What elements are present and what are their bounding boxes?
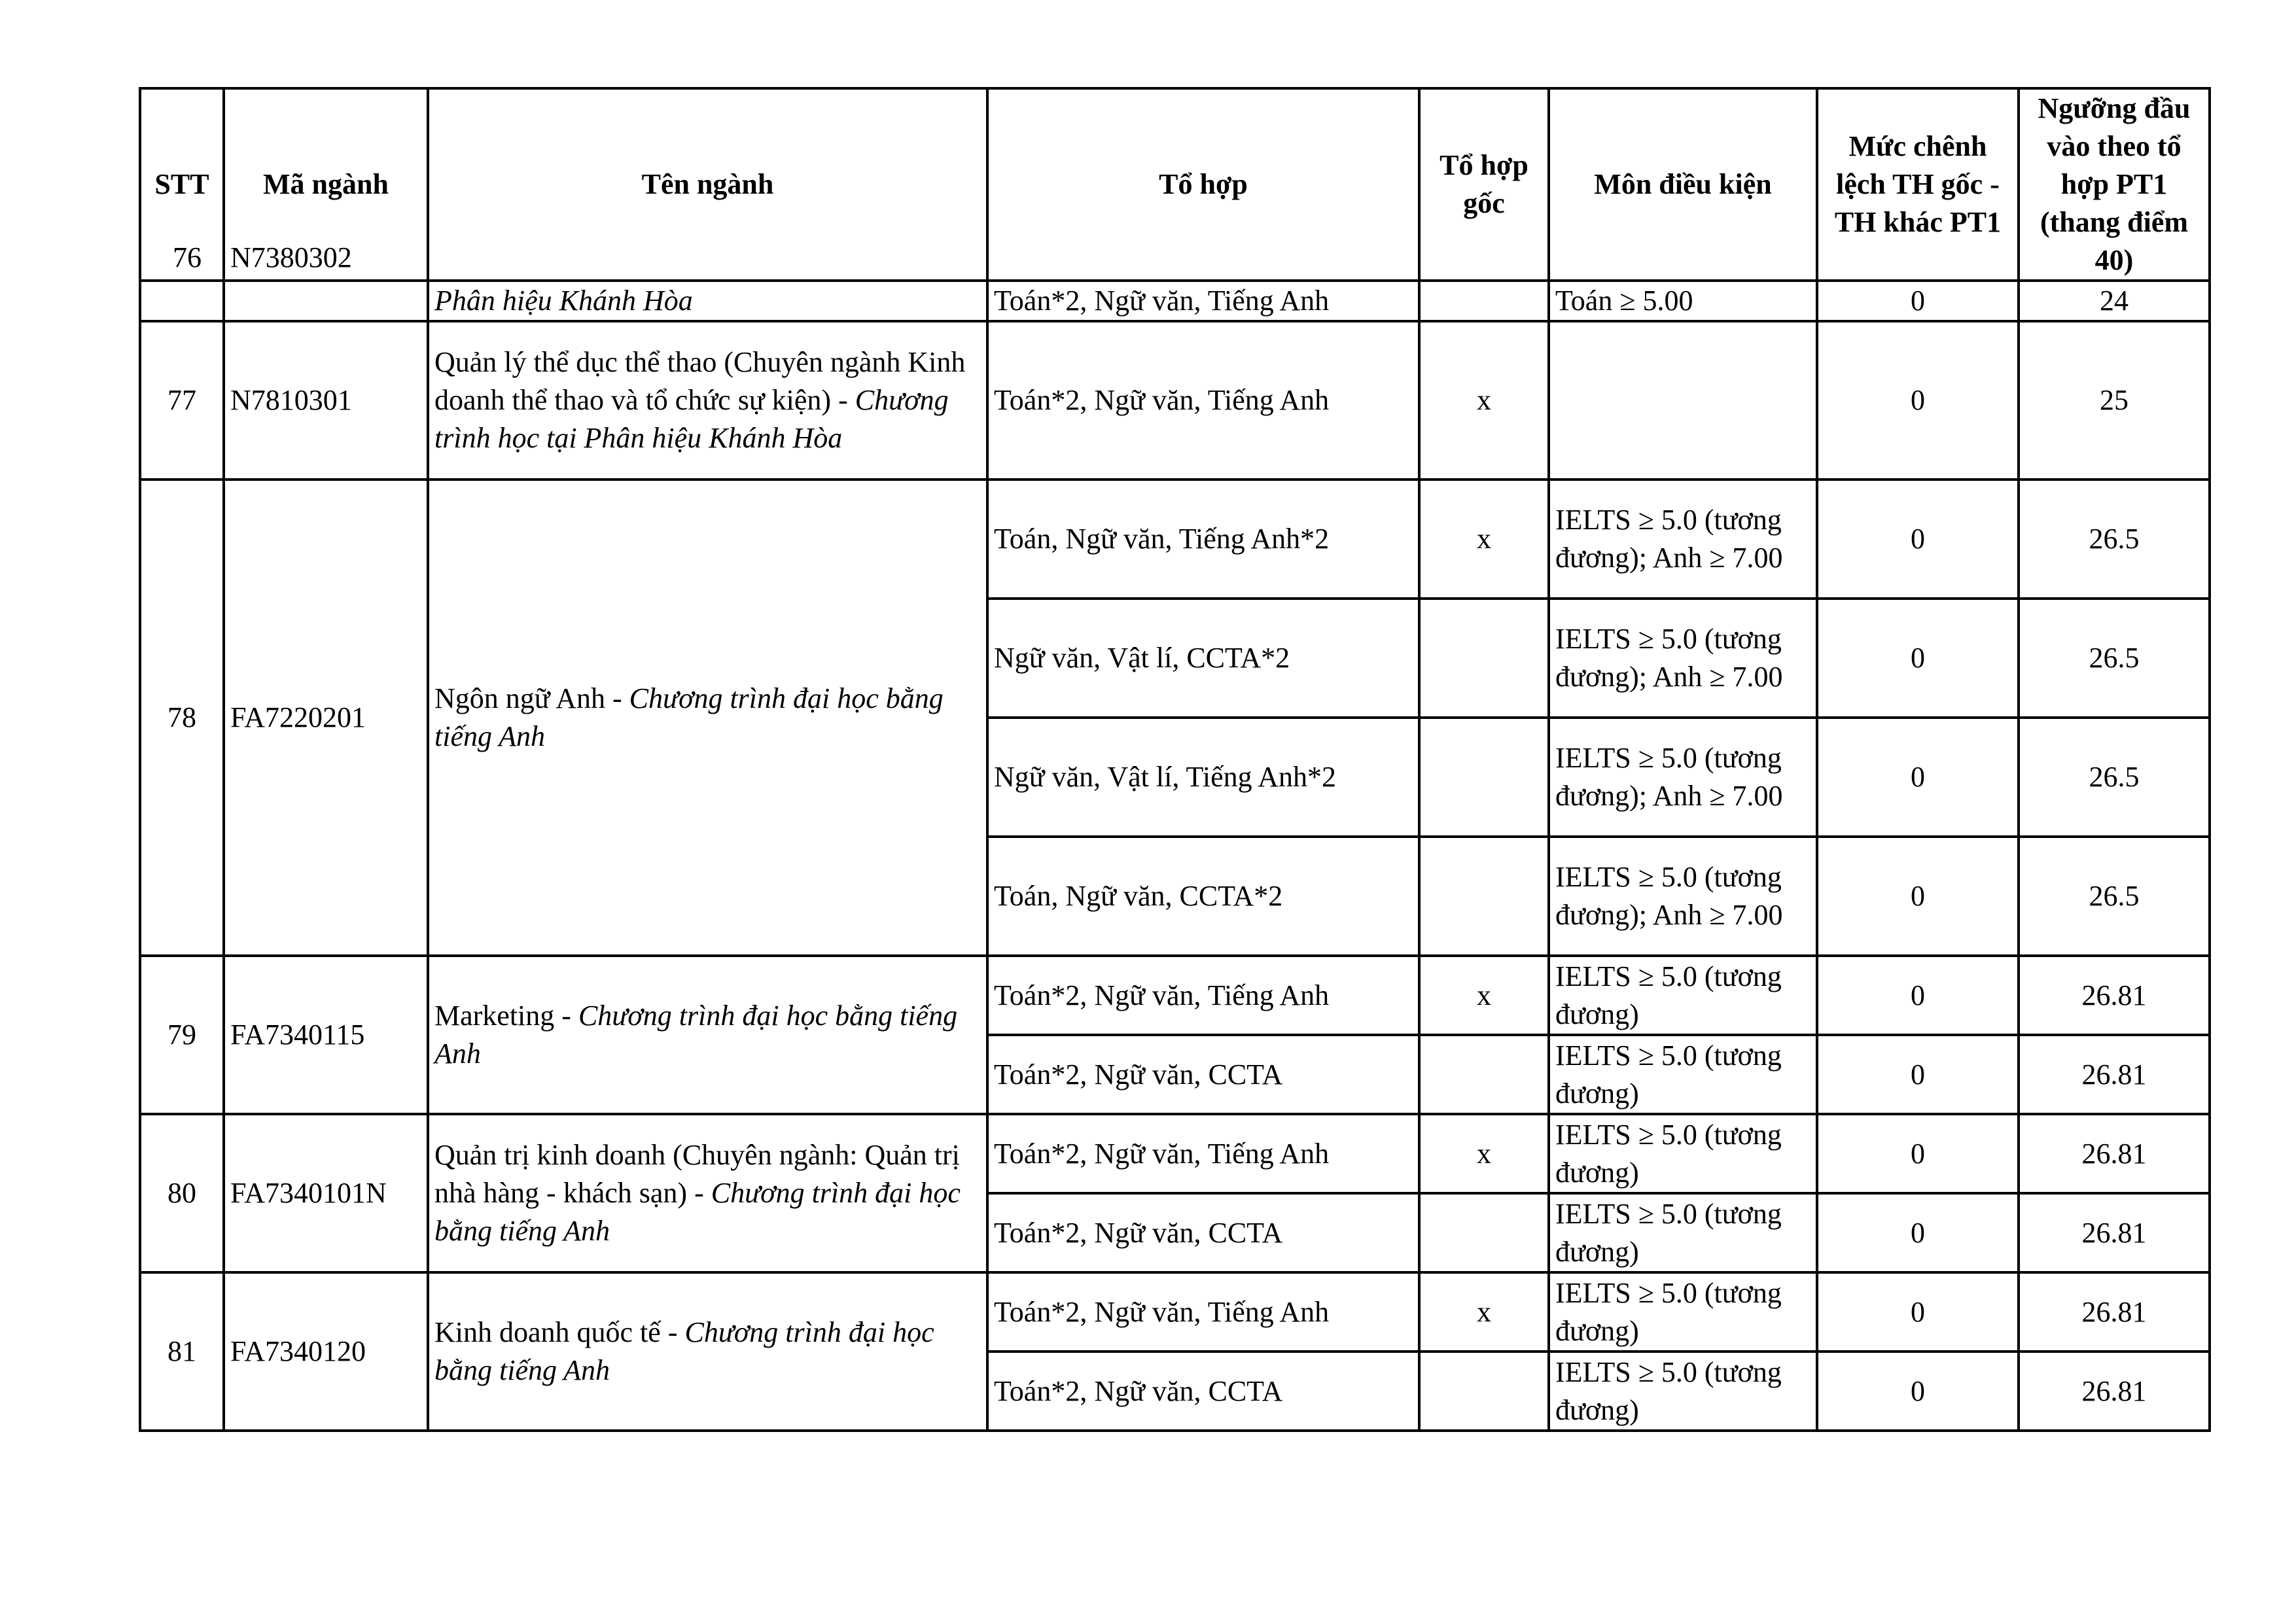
cell-to-hop: Toán*2, Ngữ văn, CCTA [987, 1035, 1419, 1114]
cell-ten-nganh [428, 480, 987, 956]
ten-nganh-program-text: Chương trình đại học bằng tiếng Anh [434, 1000, 958, 1070]
table-row [140, 321, 2210, 480]
cell-nguong: 26.81 [2019, 1352, 2210, 1431]
cell-to-hop: Toán*2, Ngữ văn, CCTA [987, 1193, 1419, 1272]
cell-nguong: 26.5 [2019, 718, 2210, 837]
ten-nganh-program-text: Chương trình đại học bằng tiếng Anh [434, 1177, 961, 1247]
cell-nguong: 26.81 [2019, 1272, 2210, 1352]
cell-to-hop: Toán*2, Ngữ văn, Tiếng Anh [987, 1272, 1419, 1352]
cell-to-hop: Toán*2, Ngữ văn, Tiếng Anh [987, 281, 1419, 321]
cell-nguong: 26.81 [2019, 1193, 2210, 1272]
header-to-hop: Tổ hợp [987, 88, 1419, 281]
ten-nganh-text: Kinh doanh quốc tế - [434, 1316, 685, 1348]
cell-to-hop: Toán, Ngữ văn, Tiếng Anh*2 [987, 480, 1419, 599]
cell-to-hop-goc: x [1419, 956, 1549, 1035]
cell-to-hop: Toán*2, Ngữ văn, Tiếng Anh [987, 956, 1419, 1035]
header-muc-chenh-lech: Mức chênh lệch TH gốc - TH khác PT1 [1817, 88, 2019, 281]
cell-ten-nganh [428, 1272, 987, 1431]
cell-to-hop-goc [1419, 1352, 1549, 1431]
cell-ten-nganh [428, 956, 987, 1114]
ten-nganh-text: Marketing - [434, 1000, 578, 1032]
cell-nguong: 26.81 [2019, 956, 2210, 1035]
cell-nguong: 26.5 [2019, 837, 2210, 956]
cell-ten-nganh [428, 1114, 987, 1272]
table-row [140, 1114, 2210, 1193]
ten-nganh-text: Quản trị kinh doanh (Chuyên ngành: Quản trị nhà hàng - khách sạn) - [434, 1139, 960, 1209]
cell-to-hop-goc: x [1419, 1272, 1549, 1352]
cell-mon-dieu-kien: IELTS ≥ 5.0 (tương đương) [1549, 956, 1817, 1035]
ten-nganh-text: Ngôn ngữ Anh - [434, 682, 629, 714]
table-row [140, 1272, 2210, 1352]
header-to-hop-goc: Tổ hợp gốc [1419, 88, 1549, 281]
cell-mon-dieu-kien [1549, 321, 1817, 480]
cell-muc-chenh-lech: 0 [1817, 956, 2019, 1035]
cell-to-hop: Toán*2, Ngữ văn, CCTA [987, 1352, 1419, 1431]
cell-nguong: 26.5 [2019, 480, 2210, 599]
cell-mon-dieu-kien: IELTS ≥ 5.0 (tương đương) [1549, 1035, 1817, 1114]
cell-ma-nganh: FA7220201 [224, 480, 428, 956]
cell-muc-chenh-lech: 0 [1817, 599, 2019, 718]
cell-mon-dieu-kien: IELTS ≥ 5.0 (tương đương) [1549, 1114, 1817, 1193]
table-row [140, 480, 2210, 599]
cell-stt: 81 [140, 1272, 224, 1431]
cell-muc-chenh-lech: 0 [1817, 837, 2019, 956]
cell-ten-nganh: Phân hiệu Khánh Hòa [428, 281, 987, 321]
cell-to-hop-goc [1419, 837, 1549, 956]
cell-muc-chenh-lech: 0 [1817, 480, 2019, 599]
ten-nganh-program-text: Chương trình học tại Phân hiệu Khánh Hòa [434, 384, 949, 454]
cell-ma-nganh [224, 241, 428, 321]
header-nguong: Ngưỡng đầu vào theo tổ hợp PT1 (thang điểm 40) [2019, 88, 2210, 281]
cell-stt: 80 [140, 1114, 224, 1272]
header-ma-nganh: Mã ngành [224, 88, 428, 281]
header-ten-nganh: Tên ngành [428, 88, 987, 281]
cell-muc-chenh-lech: 0 [1817, 1352, 2019, 1431]
cell-muc-chenh-lech: 0 [1817, 281, 2019, 321]
cell-mon-dieu-kien: IELTS ≥ 5.0 (tương đương) [1549, 1272, 1817, 1352]
cell-muc-chenh-lech: 0 [1817, 321, 2019, 480]
cell-mon-dieu-kien: IELTS ≥ 5.0 (tương đương); Anh ≥ 7.00 [1549, 837, 1817, 956]
cell-to-hop: Ngữ văn, Vật lí, Tiếng Anh*2 [987, 718, 1419, 837]
cell-stt: 79 [140, 956, 224, 1114]
cell-nguong: 25 [2019, 321, 2210, 480]
table-row-continued [140, 281, 2210, 321]
cell-to-hop-goc: x [1419, 480, 1549, 599]
cut-stt-text: 76 [173, 241, 202, 273]
cell-muc-chenh-lech: 0 [1817, 1193, 2019, 1272]
ten-nganh-program-text: Chương trình đại học bằng tiếng Anh [434, 682, 944, 752]
cell-to-hop: Ngữ văn, Vật lí, CCTA*2 [987, 599, 1419, 718]
cell-mon-dieu-kien: IELTS ≥ 5.0 (tương đương) [1549, 1352, 1817, 1431]
cell-ten-nganh [428, 321, 987, 480]
cell-mon-dieu-kien: IELTS ≥ 5.0 (tương đương); Anh ≥ 7.00 [1549, 718, 1817, 837]
cell-to-hop: Toán, Ngữ văn, CCTA*2 [987, 837, 1419, 956]
admission-table [139, 87, 2211, 1432]
cell-muc-chenh-lech: 0 [1817, 1114, 2019, 1193]
cell-ma-nganh: N7810301 [224, 321, 428, 480]
cut-ma-text: N7380302 [230, 241, 352, 273]
cell-to-hop-goc [1419, 1035, 1549, 1114]
cell-nguong: 26.5 [2019, 599, 2210, 718]
cell-nguong: 26.81 [2019, 1035, 2210, 1114]
cell-muc-chenh-lech: 0 [1817, 1035, 2019, 1114]
cell-nguong: 24 [2019, 281, 2210, 321]
ten-nganh-text: Quản lý thể dục thể thao (Chuyên ngành Kinh doanh thể thao và tổ chức sự kiện) - [434, 346, 966, 416]
cell-stt [140, 241, 224, 321]
cell-to-hop-goc: x [1419, 321, 1549, 480]
cell-stt: 77 [140, 321, 224, 480]
header-mon-dieu-kien: Môn điều kiện [1549, 88, 1817, 281]
cell-mon-dieu-kien: IELTS ≥ 5.0 (tương đương); Anh ≥ 7.00 [1549, 599, 1817, 718]
cell-to-hop: Toán*2, Ngữ văn, Tiếng Anh [987, 1114, 1419, 1193]
header-row [140, 88, 2210, 281]
cell-mon-dieu-kien: Toán ≥ 5.00 [1549, 281, 1817, 321]
cell-to-hop-goc [1419, 718, 1549, 837]
cell-to-hop-goc: x [1419, 1114, 1549, 1193]
cell-mon-dieu-kien: IELTS ≥ 5.0 (tương đương) [1549, 1193, 1817, 1272]
cell-mon-dieu-kien: IELTS ≥ 5.0 (tương đương); Anh ≥ 7.00 [1549, 480, 1817, 599]
cell-to-hop: Toán*2, Ngữ văn, Tiếng Anh [987, 321, 1419, 480]
cell-ma-nganh: FA7340115 [224, 956, 428, 1114]
cell-ma-nganh: FA7340120 [224, 1272, 428, 1431]
ten-nganh-program-text: Chương trình đại học bằng tiếng Anh [434, 1316, 934, 1386]
cell-ma-nganh: FA7340101N [224, 1114, 428, 1272]
header-stt: STT [140, 88, 224, 281]
cell-to-hop-goc [1419, 599, 1549, 718]
cell-muc-chenh-lech: 0 [1817, 718, 2019, 837]
admission-table-page [139, 87, 2208, 1428]
cell-to-hop-goc [1419, 1193, 1549, 1272]
cell-muc-chenh-lech: 0 [1817, 1272, 2019, 1352]
cell-stt: 78 [140, 480, 224, 956]
table-row [140, 956, 2210, 1035]
cell-nguong: 26.81 [2019, 1114, 2210, 1193]
cell-to-hop-goc [1419, 281, 1549, 321]
